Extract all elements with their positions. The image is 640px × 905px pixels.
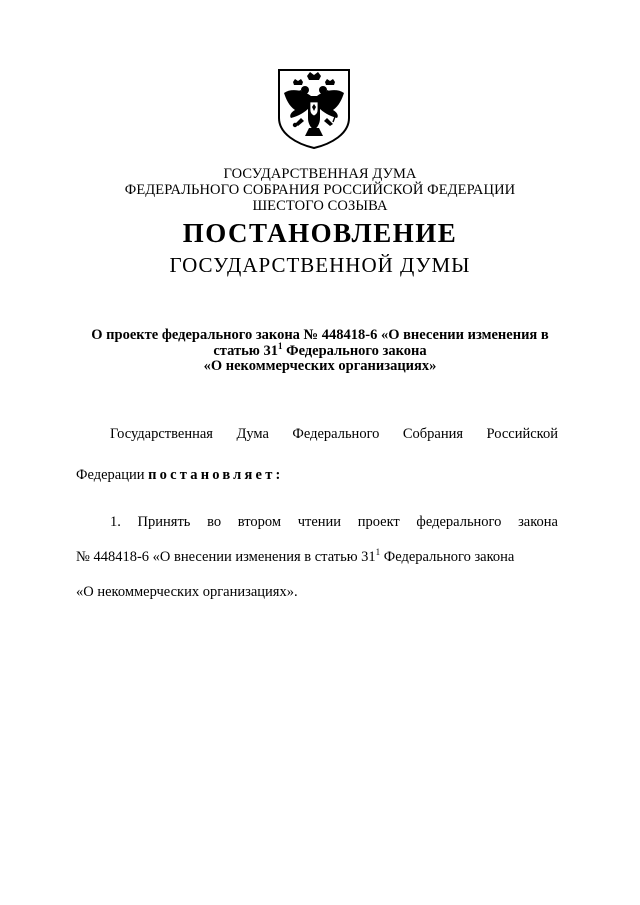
item-1-line-3: «О некоммерческих организациях».: [76, 584, 298, 600]
document-type-title: ПОСТАНОВЛЕНИЕ: [182, 218, 458, 248]
subject-line-1: О проекте федерального закона № 448418-6 «О внесении изменения в: [91, 327, 549, 343]
header-line-3: ШЕСТОГО СОЗЫВА: [252, 198, 388, 214]
header-line-2: ФЕДЕРАЛЬНОГО СОБРАНИЯ РОССИЙСКОЙ ФЕДЕРАЦИИ: [124, 182, 516, 198]
document-subject: [0, 328, 640, 375]
issuer-header: [0, 166, 640, 214]
resolution-intro-text: Федерации: [76, 467, 149, 483]
item-1-line-1: 1. Принять во втором чтении проект федерального закона: [110, 514, 558, 530]
subject-line-2: [0, 340, 640, 360]
item-1-line-2-text: № 448418-6 «О внесении изменения в статью 31: [76, 549, 376, 565]
resolution-intro-line-1: Государственная Дума Федерального Собрания Российской: [110, 426, 558, 442]
item-1-line-2: [76, 549, 558, 566]
header-line-1: ГОСУДАРСТВЕННАЯ ДУМА: [223, 166, 417, 182]
item-1-line-2-rest: Федерального закона: [380, 549, 515, 565]
document-issuer-title: ГОСУДАРСТВЕННОЙ ДУМЫ: [169, 253, 471, 277]
subject-superscript: 1: [277, 340, 283, 351]
subject-line-2-text: статью 31: [213, 342, 278, 359]
subject-line-3: «О некоммерческих организациях»: [203, 358, 437, 374]
resolution-decision-word: постановляет:: [148, 467, 284, 483]
resolution-intro-line-2: [76, 467, 558, 484]
subject-line-2-rest: Федерального закона: [282, 342, 427, 359]
coat-of-arms-icon: [275, 66, 353, 150]
item-1-superscript: 1: [375, 547, 381, 557]
